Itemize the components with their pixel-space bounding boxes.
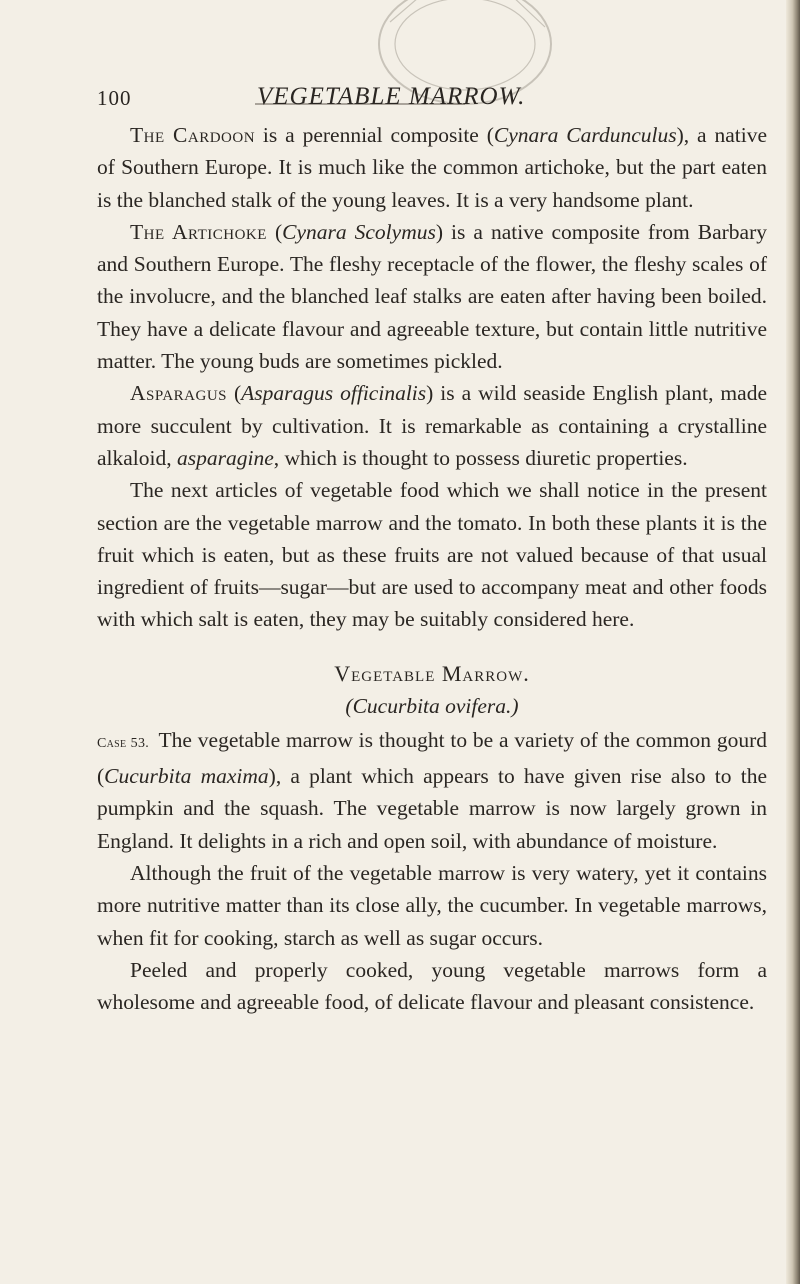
latin-name: Cynara Cardunculus (493, 123, 677, 147)
paragraph-case (97, 724, 767, 857)
term-artichoke: The Artichoke (130, 219, 267, 244)
latin-name: Asparagus officinalis (241, 381, 427, 406)
case-label: Case 53. (97, 735, 150, 751)
text-span: ( (266, 219, 283, 244)
text-span: ) is a native composite from Barbary and Southern Europe. The fleshy receptacle of the flower, the fleshy scales of the involucre, and the blanched leaf stalks are eaten after having been boiled. They have a delicate flavour and agreeable texture, but contain little nutritive matter. The young buds are sometimes pickled. (97, 219, 767, 374)
text-span: ), a native of Southern Europe. It is much like the common artichoke, but the part eaten is the blanched stalk of the young leaves. It is a very handsome plant. (97, 123, 767, 212)
paragraph-cardoon (97, 119, 767, 216)
text-span: ( (345, 693, 353, 718)
text-span: The vegetable marrow is thought to be a variety of the common gourd ( (97, 727, 767, 789)
text-span: ( (227, 381, 242, 406)
text-span: is a perennial composite ( (255, 123, 494, 147)
page-edge-shadow (786, 0, 800, 1284)
page-number: 100 (97, 86, 132, 110)
paragraph-asparagus (97, 377, 767, 474)
paragraph-watery: Although the fruit of the vegetable marrow is very watery, yet it contains more nutritive matter than its close ally, the cucumber. In vegetable marrows, when fit for cooking, starch as well as sugar occurs. (97, 860, 767, 950)
text-span: ) is a wild seaside English plant, made more succulent by cultivation. It is remarkable as containing a crystalline alkaloid, (97, 381, 767, 470)
section-subtitle (97, 690, 767, 722)
latin-name: Cynara Scolymus (282, 219, 436, 244)
latin-name: Cucurbita ovifera. (352, 693, 512, 718)
term-asparagus: Asparagus (130, 381, 228, 406)
page-header (0, 83, 800, 122)
paragraph-artichoke (97, 216, 767, 377)
text-span: ) (511, 693, 519, 718)
latin-name: Cucurbita maxima (104, 764, 269, 789)
paragraph-next-articles: The next articles of vegetable food which we shall notice in the present section are the vegetable marrow and the tomato. In both these plants it is the fruit which is eaten, but as these fruits are not valued because of that usual ingredient of fruits—sugar—but are used to accompany meat and other foods with which salt is eaten, they may be suitably considered here. (97, 478, 767, 632)
paragraph-peeled: Peeled and properly cooked, young vegetable marrows form a wholesome and agreeable food, of delicate flavour and pleasant consistence. (97, 957, 767, 1015)
section-title: Vegetable Marrow. (334, 660, 530, 686)
term-cardoon: The Cardoon (130, 123, 256, 147)
running-head: VEGETABLE MARROW. (257, 83, 526, 110)
page-body (97, 119, 767, 1018)
text-span: ), a plant which appears to have given rise also to the pumpkin and the squash. The vegetable marrow is now largely grown in England. It delights in a rich and open soil, with abundance of moisture. (97, 764, 767, 853)
text-span: , which is thought to possess diuretic properties. (273, 445, 688, 470)
alkaloid-name: asparagine (177, 445, 274, 470)
